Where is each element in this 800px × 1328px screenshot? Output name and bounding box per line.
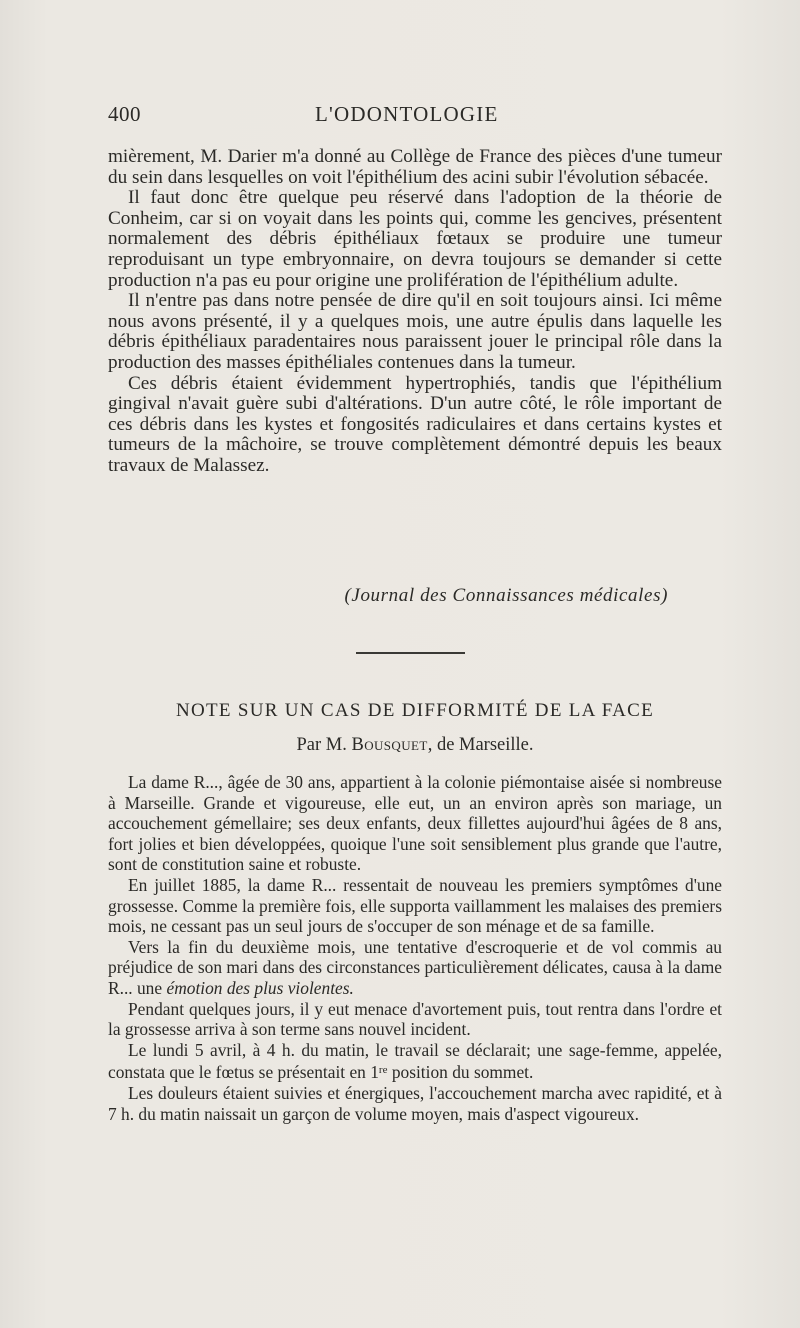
paragraph: Il faut donc être quelque peu réservé dans l'adoption de la théorie de Conheim, car si on voyait dans les points qui, comme les gencives, présentent normalement des débris épithéliaux fœtaux se produire une tumeur reproduisant un type embryonnaire, on devra toujours se demander si cette production n'a pas eu pour origine une prolifération de l'épithélium adulte. [108, 187, 722, 291]
paragraph: Les douleurs étaient suivies et énergiques, l'accouchement marcha avec rapidité, et à 7 h. du matin naissait un garçon de volume moyen, mais d'aspect vigoureux. [108, 1082, 722, 1124]
paragraph: Il n'entre pas dans notre pensée de dire qu'il en soit toujours ainsi. Ici même nous avons présenté, il y a quelques mois, une autre épulis dans laquelle les débris épithéliaux paradentaires nous paraissent jouer le principal rôle dans la production des masses épithéliales contenues dans la tumeur. [108, 290, 722, 373]
page-header [108, 102, 718, 132]
section-divider [356, 652, 465, 654]
paragraph-text: position du sommet. [387, 1062, 534, 1083]
article-body [108, 772, 722, 1124]
paragraph-text: Vers la fin du deuxième mois, une tentative d'escroquerie et de vol commis au préjudice de son mari dans des circonstances particulièrement délicates, causa à la dame R... une [108, 936, 722, 998]
article-title: NOTE SUR UN CAS DE DIFFORMITÉ DE LA FACE [175, 700, 655, 721]
previous-article-body [108, 147, 722, 477]
paragraph: En juillet 1885, la dame R... ressentait de nouveau les premiers symptômes d'une grossesse. Comme la première fois, elle supporta vaillamment les malaises des premiers mois, ne cessant pas un seul jours de s'occuper de son ménage et de sa famille. [108, 874, 722, 937]
emphasis-text: émotion des plus violentes. [166, 977, 354, 998]
byline-suffix: , de Marseille. [427, 735, 534, 755]
paragraph [108, 1040, 722, 1083]
paragraph: La dame R..., âgée de 30 ans, appartient à la colonie piémontaise aisée si nombreuse à Marseille. Grande et vigoureuse, elle eut, un an environ après son mariage, un accouchement gémellaire; ses deux enfants, deux fillettes aujourd'hui âgées de 8 ans, fort jolies et bien développées, quoique l'une soit sensiblement plus grande que l'autre, sont de constitution saine et robuste. [108, 772, 722, 875]
paragraph: mièrement, M. Darier m'a donné au Collège de France des pièces d'une tumeur du sein dans lesquelles on voit l'épithélium des acini subir l'évolution sébacée. [108, 146, 722, 188]
ordinal-superscript: re [378, 1064, 388, 1077]
paragraph: Pendant quelques jours, il y eut menace d'avortement puis, tout rentra dans l'ordre et la grossesse arriva à son terme sans nouvel incident. [108, 998, 722, 1040]
source-citation: (Journal des Connaissances médicales) [344, 585, 668, 606]
byline [108, 735, 722, 756]
paragraph [108, 937, 722, 999]
page-number: 400 [108, 102, 141, 126]
paragraph: Ces débris étaient évidemment hypertrophiés, tandis que l'épithélium gingival n'avait guère subi d'altérations. D'un autre côté, le rôle important de ces débris dans les kystes et fongosités radiculaires et dans certains kystes et tumeurs de la mâchoire, se trouve complètement démontré depuis les beaux travaux de Malassez. [108, 372, 722, 476]
byline-prefix: Par M. [296, 735, 347, 755]
running-title: L'ODONTOLOGIE [315, 102, 499, 126]
byline-author: Bousquet [351, 735, 428, 755]
paragraph-text: Le lundi 5 avril, à 4 h. du matin, le travail se déclarait; une sage-femme, appelée, constata que le fœtus se présentait en 1 [108, 1039, 722, 1083]
